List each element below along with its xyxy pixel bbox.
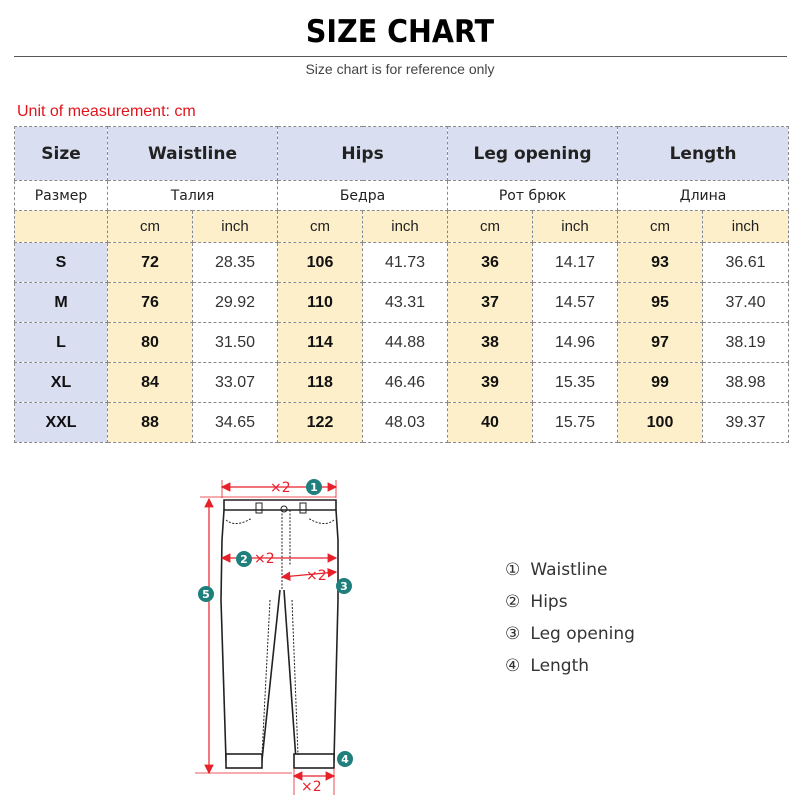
- legend-number: ②: [505, 592, 521, 612]
- unit-inch: inch: [363, 211, 448, 243]
- waist-inch-cell: 31.50: [193, 323, 278, 363]
- unit-cm: cm: [618, 211, 703, 243]
- hips-inch-cell: 46.46: [363, 363, 448, 403]
- length-cm-cell: 95: [618, 283, 703, 323]
- leg-cm-cell: 38: [448, 323, 533, 363]
- waist-inch-cell: 28.35: [193, 243, 278, 283]
- leg-inch-cell: 15.75: [533, 403, 618, 443]
- col-header-waistline-ru: Талия: [108, 181, 278, 211]
- leg-inch-cell: 14.96: [533, 323, 618, 363]
- hips-inch-cell: 41.73: [363, 243, 448, 283]
- legend-number: ③: [505, 624, 521, 644]
- size-cell: S: [15, 243, 108, 283]
- hips-cm-cell: 118: [278, 363, 363, 403]
- length-cm-cell: 99: [618, 363, 703, 403]
- length-inch-cell: 37.40: [703, 283, 789, 323]
- col-header-waistline: Waistline: [108, 127, 278, 181]
- svg-text:×2: ×2: [254, 551, 275, 567]
- waist-cm-cell: 88: [108, 403, 193, 443]
- unit-inch: inch: [533, 211, 618, 243]
- leg-inch-cell: 14.17: [533, 243, 618, 283]
- legend-item: [505, 654, 635, 686]
- length-inch-cell: 38.98: [703, 363, 789, 403]
- leg-cm-cell: 39: [448, 363, 533, 403]
- svg-text:×2: ×2: [306, 568, 327, 584]
- hips-cm-cell: 110: [278, 283, 363, 323]
- length-cm-cell: 100: [618, 403, 703, 443]
- unit-inch: inch: [703, 211, 789, 243]
- leg-cm-cell: 36: [448, 243, 533, 283]
- waist-cm-cell: 84: [108, 363, 193, 403]
- measurement-legend: [505, 558, 635, 686]
- hips-cm-cell: 122: [278, 403, 363, 443]
- legend-item: [505, 590, 635, 622]
- waist-cm-cell: 76: [108, 283, 193, 323]
- svg-text:×2: ×2: [301, 779, 322, 795]
- col-header-length-ru: Длина: [618, 181, 789, 211]
- pants-outline: [221, 500, 338, 768]
- waist-inch-cell: 33.07: [193, 363, 278, 403]
- svg-text:2: 2: [240, 553, 248, 566]
- col-header-hips-ru: Бедра: [278, 181, 448, 211]
- unit-cm: cm: [108, 211, 193, 243]
- col-header-leg-opening: Leg opening: [448, 127, 618, 181]
- subtitle: Size chart is for reference only: [305, 61, 495, 77]
- col-header-hips: Hips: [278, 127, 448, 181]
- leg-inch-cell: 15.35: [533, 363, 618, 403]
- waist-cm-cell: 72: [108, 243, 193, 283]
- svg-text:5: 5: [202, 588, 210, 601]
- size-cell: L: [15, 323, 108, 363]
- legend-number: ①: [505, 560, 521, 580]
- unit-note: Unit of measurement: cm: [17, 103, 196, 120]
- legend-label: Hips: [530, 592, 568, 612]
- legend-label: Length: [530, 656, 590, 676]
- col-header-size: Size: [15, 127, 108, 181]
- hips-cm-cell: 106: [278, 243, 363, 283]
- legend-item: [505, 622, 635, 654]
- svg-text:1: 1: [310, 481, 318, 494]
- svg-text:4: 4: [341, 753, 349, 766]
- legend-label: Leg opening: [530, 624, 635, 644]
- svg-text:×2: ×2: [270, 480, 291, 496]
- unit-cm: cm: [278, 211, 363, 243]
- waist-inch-cell: 34.65: [193, 403, 278, 443]
- page-title: SIZE CHART: [305, 14, 495, 50]
- length-inch-cell: 39.37: [703, 403, 789, 443]
- multiplier-labels: [254, 480, 327, 795]
- legend-number: ④: [505, 656, 521, 676]
- hips-inch-cell: 43.31: [363, 283, 448, 323]
- hips-cm-cell: 114: [278, 323, 363, 363]
- col-header-length: Length: [618, 127, 789, 181]
- col-header-leg-opening-ru: Рот брюк: [448, 181, 618, 211]
- legend-label: Waistline: [530, 560, 608, 580]
- col-header-size-ru: Размер: [15, 181, 108, 211]
- legend-item: [505, 558, 635, 590]
- length-inch-cell: 36.61: [703, 243, 789, 283]
- waist-cm-cell: 80: [108, 323, 193, 363]
- unit-inch: inch: [193, 211, 278, 243]
- unit-cm: cm: [448, 211, 533, 243]
- hips-inch-cell: 44.88: [363, 323, 448, 363]
- svg-text:3: 3: [340, 580, 348, 593]
- measurement-lines: [195, 480, 336, 795]
- length-cm-cell: 93: [618, 243, 703, 283]
- leg-cm-cell: 37: [448, 283, 533, 323]
- leg-inch-cell: 14.57: [533, 283, 618, 323]
- length-cm-cell: 97: [618, 323, 703, 363]
- length-inch-cell: 38.19: [703, 323, 789, 363]
- waist-inch-cell: 29.92: [193, 283, 278, 323]
- hips-inch-cell: 48.03: [363, 403, 448, 443]
- size-cell: M: [15, 283, 108, 323]
- leg-cm-cell: 40: [448, 403, 533, 443]
- size-cell: XL: [15, 363, 108, 403]
- size-cell: XXL: [15, 403, 108, 443]
